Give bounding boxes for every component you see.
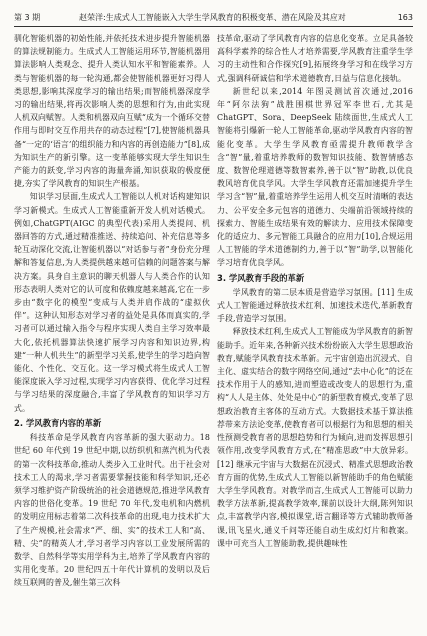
body-paragraph: 学风教育的第二层本质是营造学习氛围。[11] 生成式人工智能通过释放技术红利、加速技术迭代,革新教育手段,营造学习氛围。 bbox=[217, 287, 413, 324]
body-paragraph: 释放技术红利,生成式人工智能成为学风教育的新智能助手。近年来,各种新兴技术纷纷嵌入大学生思想政治教育,赋能学风教育技术革新。元宇宙创造出沉浸式、自主化、虚实结合的数字网络空间,通过“去中心化”的泛在技术作用于人的感知,进而塑造或改变人的思想行为,重构“人人是主体、处处是中心”的新型教育模式,变革了思想政治教育主客体的互动方式。大数据技术基于算法推荐带来方法论变革,使教育者可以根据行为和思想的相关性预测受教育者的思想趋势和行为倾向,进而发挥思想引领作用,改变学风教育方式,在“精准思政”中大放异彩。[12] 继承元宇宙与大数据在沉浸式、精准式思想政治教育方面的优势,生成式人工智能以新智能助手的角色赋能大学生学风教育。对教学而言,生成式人工智能可以助力教学方法革新,提高教学效率,课前以设计大纲,陈列知识点,丰富教学内容,模拟课堂,语言翻译等方式辅助教师备课,讯飞星火,通义千问等还能自动生成幻灯片和教案。课中可充当人工智能助教,提供趣味性 bbox=[217, 327, 413, 548]
running-header bbox=[14, 12, 413, 27]
page-number: 163 bbox=[397, 13, 413, 22]
section-heading: 2. 学风教育内容的革新 bbox=[14, 417, 102, 428]
body-paragraph: 技革命,驱动了学风教育内容的信息化变革。立足具备较高科学素养的综合性人才培养需要,学风教育注重学生学习的主动性和合作探究[9],拓展终身学习和在线学习方式,强调科研诚信和学术道德教育,日益与信息化接轨。 bbox=[217, 34, 413, 83]
body-paragraph: 新世纪以来,2014 年图灵测试首次通过,2016 年“阿尔法狗”战胜围棋世界冠军李世石,尤其是 ChatGPT、Sora、DeepSeek 陆续面世,生成式人工智能将引爆新一轮人工智能革命,驱动学风教育内容的智能化变革。大学生学风教育亟需提升教师教学含含“智”量,着重培养教师的数智知识技能、数智情感态度、数智伦理道德等数智素养,善于以“智”助教,以优良教风培育优良学风。大学生学风教育还需加速提升学生学习含“智”量,着重培养学生运用人机交互时清晰的表达力、公平安全多元包容的道德力、尖端前沿领域持续的探索力、智能生成结果有效的解读力、应用技术保障变化的适应力、多元智能工具融合的应用力[10],合规运用人工智能的学术道德制约力,善于以“智”助学,以智能化学习培育优良学风。 bbox=[217, 86, 413, 268]
body-paragraph: 知识学习层面,生成式人工智能以人机对话构建知识学习新模式。生成式人工智能重新开发人机对话模式。例如,ChatGPT(AIGC 的典型代表)采用人类提问、机器回答的方式,通过精准推送、持续追问、补充信息等多轮互动深化交流,让智能机器以“对话参与者”身份充分理解和答复信息,为人类提供越来越可信赖的问题答案与解决方案。具身自主意识的聊天机器人与人类合作的认知形态表明人类对它的认可度和依赖度越来越高,它在一步步由“数字化的模型”变成与人类并肩作战的“虚拟伙伴”。这种认知形态对学习者的益处是具体而真实的,学习者可以通过输入指令与程序实现人类自主学习效率最大化,依托机器算法快速扩展学习内容和知识边界,构建“一种人机共生”的新型学习关系,使学生的学习趋向智能化、个性化、交互化。这一学习模式将生成式人工智能深度嵌入学习过程,实现学习内容获得、优化学习过程与学习结果的深度融合,丰富了学风教育的知识学习方式。 bbox=[14, 192, 210, 413]
issue-number: 第 3 期 bbox=[14, 13, 41, 22]
section-heading: 3. 学风教育手段的革新 bbox=[217, 272, 305, 283]
body-paragraph: 驯化智能机器的初始性能,并依托技术进步提升智能机器的算法规制能力。生成式人工智能运用环节,智能机器用算法影响人类观念、提升人类认知水平和智能素养。人类与智能机器的每一轮沟通,都会使智能机器更好习得人类思想,影响其深度学习的输出结果;而智能机器深度学习的输出结果,将再次影响人类的思想和行为,由此实现人机双向赋智。人类和机器双向互赋“成为一个循环交替作用与即时交互作用共存的动态过程”[7],使智能机器具备“一定的‘语言’的组织能力和内容的再创造能力”[8],成为知识生产的新引擎。这一变革能够实现大学生知识生产能力的跃变,学习内容的海量奔涌,知识获取的极度便捷,夯实了学风教育的知识生产根基。 bbox=[14, 34, 210, 189]
running-title: 赵荣洋:生成式人工智能嵌入大学生学风教育的积极变革、潜在风险及其应对 bbox=[79, 13, 346, 22]
right-column bbox=[217, 32, 413, 630]
body-paragraph: 科技革命是学风教育内容革新的强大驱动力。18 世纪 60 年代到 19 世纪中期,以纺织机和蒸汽机为代表的第一次科技革命,推动人类步入工业时代。出于社会对技术工人的渴求,学习者需要掌握技能和科学知识,还必须学习维护资产阶级统治的社会道德规范,推进学风教育内容的世俗化变革。19 世纪 70 年代,发电机和内燃机的发明应用标志着第二次科技革命的出现,电力技术扩大了生产规模,社会需求“严、细、实”的技术工人和“高、精、尖”的精英人才,学习者学习内容以工业发展所需的数学、自然科学等实用学科为主,培养了学风教育内容的实用化变革。20 世纪四五十年代计算机的发明以及后续互联网的普及,催生第三次科 bbox=[14, 433, 210, 588]
left-column bbox=[14, 32, 210, 630]
